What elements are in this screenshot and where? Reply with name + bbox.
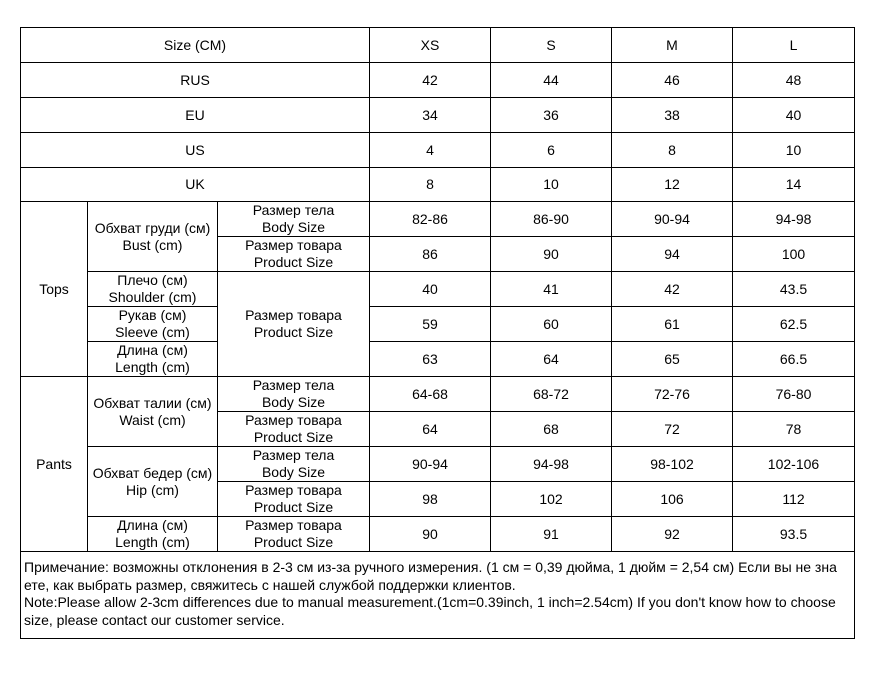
type-label-product-size: [218, 517, 370, 552]
row-label-eu: EU: [21, 98, 370, 133]
table-cell: 59: [370, 307, 491, 342]
table-cell: 44: [491, 63, 612, 98]
table-cell: 10: [733, 133, 855, 168]
measure-label-sleeve: [88, 307, 218, 342]
table-cell: 66.5: [733, 342, 855, 377]
type-label-en: Product Size: [253, 534, 334, 550]
measure-label-ru: Обхват талии (см): [93, 394, 212, 411]
measure-label-en: Hip (cm): [126, 481, 179, 498]
measure-label-ru: Обхват груди (см): [94, 219, 211, 236]
table-cell: 34: [370, 98, 491, 133]
type-label-product-size: [218, 272, 370, 377]
measure-label-en: Length (cm): [115, 359, 190, 375]
type-label-en: Product Size: [253, 254, 334, 270]
table-row: [21, 63, 855, 98]
table-cell: 90: [370, 517, 491, 552]
table-cell: 90: [491, 237, 612, 272]
type-label-en: Product Size: [253, 429, 334, 445]
table-cell: 8: [370, 168, 491, 202]
note-row: [21, 552, 855, 639]
table-cell: 112: [733, 482, 855, 517]
measure-label-ru: Длина (см): [117, 342, 188, 358]
table-row: [21, 98, 855, 133]
table-cell: 90-94: [370, 447, 491, 482]
measure-label-shoulder: [88, 272, 218, 307]
type-label-en: Body Size: [261, 219, 326, 235]
type-label-en: Product Size: [253, 324, 334, 340]
table-cell: 6: [491, 133, 612, 168]
type-label-en: Body Size: [261, 464, 326, 480]
table-cell: 12: [612, 168, 733, 202]
table-cell: 92: [612, 517, 733, 552]
size-s-header: S: [491, 28, 612, 63]
measure-label-ru: Плечо (см): [117, 272, 188, 288]
table-cell: 68-72: [491, 377, 612, 412]
type-label-body-size: [218, 377, 370, 412]
table-cell: 106: [612, 482, 733, 517]
table-row: [21, 133, 855, 168]
table-cell: 82-86: [370, 202, 491, 237]
table-cell: 94-98: [491, 447, 612, 482]
table-row: [21, 307, 855, 342]
table-cell: 38: [612, 98, 733, 133]
type-label-ru: Размер товара: [245, 517, 342, 533]
type-label-ru: Размер товара: [245, 307, 342, 323]
size-l-header: L: [733, 28, 855, 63]
size-xs-header: XS: [370, 28, 491, 63]
note-line: Note:Please allow 2-3cm differences due to manual measurement.(1cm=0.39inch, 1 inch=2.54cm) If you don't know how to choose: [24, 594, 836, 610]
table-cell: 40: [733, 98, 855, 133]
type-label-body-size: [218, 202, 370, 237]
measure-label-length: [88, 517, 218, 552]
type-label-ru: Размер товара: [245, 412, 342, 428]
table-cell: 41: [491, 272, 612, 307]
table-cell: 64-68: [370, 377, 491, 412]
table-cell: 102: [491, 482, 612, 517]
table-cell: 72: [612, 412, 733, 447]
table-cell: 91: [491, 517, 612, 552]
table-row: [21, 517, 855, 552]
note-line: Примечание: возможны отклонения в 2-3 см из-за ручного измерения. (1 см = 0,39 дюйма, 1 дюйм = 2,54 см) Если вы не зна: [24, 559, 837, 575]
table-cell: 102-106: [733, 447, 855, 482]
table-cell: 42: [370, 63, 491, 98]
measure-label-en: Shoulder (cm): [108, 289, 197, 305]
note-line: ете, как выбрать размер, свяжитесь с нашей службой поддержки клиентов.: [24, 576, 516, 593]
table-cell: 8: [612, 133, 733, 168]
measure-label-ru: Длина (см): [117, 517, 188, 533]
table-cell: 43.5: [733, 272, 855, 307]
table-row: [21, 272, 855, 307]
table-cell: 4: [370, 133, 491, 168]
measure-label-length: [88, 342, 218, 377]
table-cell: 94-98: [733, 202, 855, 237]
table-cell: 10: [491, 168, 612, 202]
measure-label-en: Sleeve (cm): [115, 324, 190, 340]
type-label-product-size: [218, 412, 370, 447]
table-cell: 86-90: [491, 202, 612, 237]
type-label-product-size: [218, 237, 370, 272]
type-label-ru: Размер тела: [252, 377, 335, 393]
type-label-en: Body Size: [261, 394, 326, 410]
row-label-rus: RUS: [21, 63, 370, 98]
table-cell: 100: [733, 237, 855, 272]
measure-label-en: Bust (cm): [122, 236, 183, 253]
table-cell: 40: [370, 272, 491, 307]
type-label-en: Product Size: [253, 499, 334, 515]
size-m-header: M: [612, 28, 733, 63]
table-row: [21, 447, 855, 482]
table-cell: 64: [491, 342, 612, 377]
table-cell: 65: [612, 342, 733, 377]
measure-label-ru: Рукав (см): [118, 307, 187, 323]
type-label-body-size: [218, 447, 370, 482]
type-label-ru: Размер тела: [252, 202, 335, 218]
table-row: [21, 377, 855, 412]
table-cell: 86: [370, 237, 491, 272]
table-cell: 63: [370, 342, 491, 377]
table-cell: 61: [612, 307, 733, 342]
table-cell: 98-102: [612, 447, 733, 482]
table-row: [21, 168, 855, 202]
measure-label-en: Waist (cm): [119, 411, 186, 428]
section-label-pants: Pants: [21, 377, 88, 552]
type-label-ru: Размер товара: [245, 482, 342, 498]
table-cell: 62.5: [733, 307, 855, 342]
row-label-us: US: [21, 133, 370, 168]
measure-label-hip: [88, 447, 218, 517]
table-cell: 14: [733, 168, 855, 202]
table-cell: 36: [491, 98, 612, 133]
header-row: [21, 28, 855, 63]
table-row: [21, 202, 855, 237]
table-cell: 68: [491, 412, 612, 447]
section-label-tops: Tops: [21, 202, 88, 377]
table-cell: 46: [612, 63, 733, 98]
size-chart-table: [20, 27, 855, 639]
table-cell: 78: [733, 412, 855, 447]
note-line: size, please contact our customer service.: [24, 611, 285, 628]
measure-label-en: Length (cm): [115, 534, 190, 550]
note-cell: [21, 552, 855, 639]
measure-label-ru: Обхват бедер (см): [92, 464, 213, 481]
table-cell: 42: [612, 272, 733, 307]
table-cell: 94: [612, 237, 733, 272]
type-label-product-size: [218, 482, 370, 517]
table-cell: 76-80: [733, 377, 855, 412]
table-row: [21, 342, 855, 377]
type-label-ru: Размер товара: [245, 237, 342, 253]
row-label-uk: UK: [21, 168, 370, 202]
table-cell: 90-94: [612, 202, 733, 237]
measure-label-waist: [88, 377, 218, 447]
table-cell: 60: [491, 307, 612, 342]
measure-label-bust: [88, 202, 218, 272]
size-cm-header: Size (CM): [21, 28, 370, 63]
table-cell: 64: [370, 412, 491, 447]
table-cell: 48: [733, 63, 855, 98]
type-label-ru: Размер тела: [252, 447, 335, 463]
table-cell: 98: [370, 482, 491, 517]
table-cell: 93.5: [733, 517, 855, 552]
table-cell: 72-76: [612, 377, 733, 412]
